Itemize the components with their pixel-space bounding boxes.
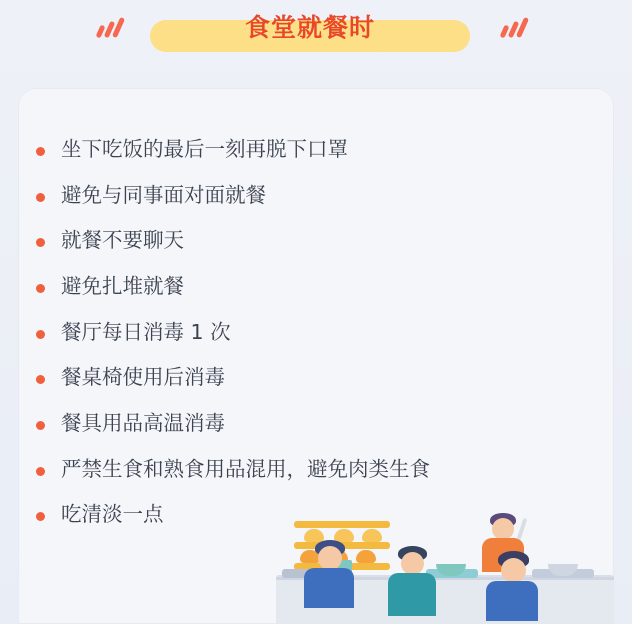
cafeteria-serving-line-illustration [276,512,614,624]
list-item [36,136,600,164]
tips-list [36,136,600,547]
list-item [36,182,600,210]
list-item [36,410,600,438]
page-title: 食堂就餐时 [244,13,375,42]
diner-icon [482,548,542,620]
bullet-dot-icon [36,330,45,339]
diner-icon [384,542,440,616]
list-item-label: 餐厅每日消毒 1 次 [61,319,231,344]
speed-lines-icon-right [500,16,534,42]
speed-lines-icon-left [96,16,130,42]
bullet-dot-icon [36,147,45,156]
bullet-dot-icon [36,238,45,247]
bullet-dot-icon [36,375,45,384]
bullet-dot-icon [36,467,45,476]
bullet-dot-icon [36,193,45,202]
list-item [36,273,600,301]
list-item [36,227,600,255]
ladle-icon [517,518,528,540]
list-item-label: 坐下吃饭的最后一刻再脱下口罩 [61,137,348,161]
list-item-label: 吃清淡一点 [61,502,164,527]
list-item [36,319,600,347]
tips-card [18,88,614,624]
diner-icon [300,538,358,608]
list-item-label: 就餐不要聊天 [61,228,184,253]
bullet-dot-icon [36,512,45,521]
bullet-dot-icon [36,284,45,293]
poster-header [0,0,632,68]
list-item-label: 避免扎堆就餐 [61,274,184,299]
list-item [36,364,600,392]
list-item-label: 严禁生食和熟食用品混用，避免肉类生食 [61,456,430,481]
list-item-label: 餐桌椅使用后消毒 [61,365,225,390]
list-item-label: 餐具用品高温消毒 [61,411,225,436]
list-item [36,456,600,484]
list-item-label: 避免与同事面对面就餐 [61,182,266,207]
bullet-dot-icon [36,421,45,430]
